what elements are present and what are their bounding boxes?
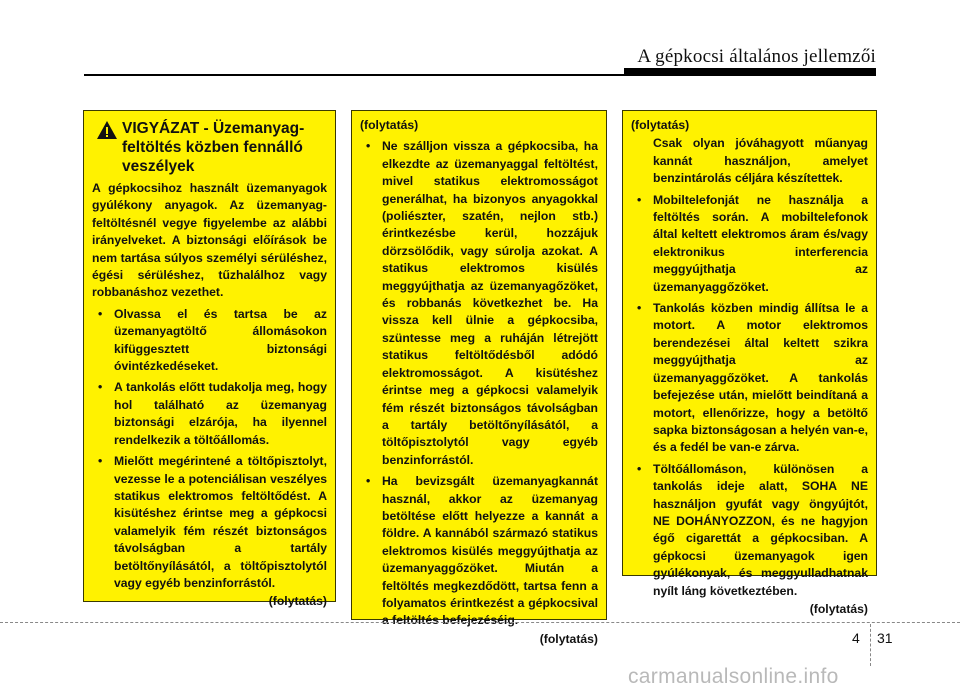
footer-dashed-rule (0, 622, 960, 623)
list-item: • Töltőállomáson, különösen a tankolás ideje alatt, SOHA NE használjon gyufát vagy öngyújtót, NE DOHÁNYOZZON, és ne hagyjon égő cigarettát a gépkocsiban. A gépkocsi üzemanyagok igen gyúlékonyak, és meggyulladhatnak nyílt láng következtében. (631, 461, 868, 600)
warning-box-1 (83, 110, 336, 609)
warning-box-2 (351, 110, 607, 646)
continued-label: (folytatás) (268, 594, 327, 609)
lead-paragraph: Csak olyan jóváhagyott műanyag kannát használjon, amelyet benzintárolás céljára készítettek. (653, 136, 868, 186)
list-item: • Olvassa el és tartsa be az üzemanyagtöltő állomásokon kifüggesztett biztonsági óvintézkedéseket. (92, 306, 327, 376)
header-rule-accent (624, 68, 876, 75)
continued-label: (folytatás) (539, 631, 598, 646)
continued-top-label: (folytatás) (360, 118, 419, 132)
warning-subtitle: - Üzemanyag-feltöltés közben fennálló veszélyek (122, 120, 305, 175)
list-item: • A tankolás előtt tudakolja meg, hogy hol található az üzemanyag biztonsági elzárója, ha ilyennel rendelkezik a töltőállomás. (92, 379, 327, 449)
continued-label: (folytatás) (809, 601, 868, 616)
warning-label: VIGYÁZAT (122, 120, 200, 137)
list-item: • Ne szálljon vissza a gépkocsiba, ha elkezdte az üzemanyaggal feltöltést, mivel statikus elektromosságot generálhat, ha bizonyos anyagokkal (poliészter, szatén, nejlon stb.) érintkezésbe kerül, hozzájuk dörzsölődik, vagy súrolja azokat. A statikus elektromos kisülés meggyújthatja az üzemanyagőzöket, és robbanás következhet be. Ha vissza kell ülnie a gépkocsiba, szüntesse meg a ruháján létrejött statikus feltöltődésből adódó elektromosságot. A kisütéshez érintse meg a gépkocsi valamelyik fém részét biztonságos távolságban a tartály betöltőnyílásától, a töltőpisztolytól vagy egyéb benzinforrástól. (360, 138, 598, 469)
list-item: • Mielőtt megérintené a töltőpisztolyt, vezesse le a potenciálisan veszélyes statikus elektromos feltöltődést. A kisütéshez érintse meg a gépkocsi valamelyik fém részét biztonságos távolságban a tartály betöltőnyílásától, a töltőpisztolytól vagy egyéb benzinforrástól. (92, 453, 327, 592)
warning-list-2 (360, 138, 598, 629)
warning-box-3 (622, 110, 877, 616)
warning-intro: A gépkocsihoz használt üzemanyagok gyúlékony anyagok. Az üzemanyag-feltöltésnél vegye figyelembe az alábbi irányelveket. A biztonsági előírások be nem tartása súlyos személyi sérüléshez, égési sérüléshez, tűzhalálhoz vagy robbanáshoz vezethet. (92, 181, 327, 300)
continued-top-label: (folytatás) (631, 118, 690, 132)
list-item: • Ha bevizsgált üzemanyagkannát használ, akkor az üzemanyag betöltése előtt helyezze a kannát a földre. A kannából származó statikus elektromos kisülés meggyújthatja az üzemanyaggőzöket. Miután a feltöltés megkezdődött, tartsa fenn a folyamatos érintkezést a gépkocsival a feltöltés befejezéséig. (360, 473, 598, 630)
watermark-text: carmanualsonline.info (628, 665, 839, 688)
warning-list-1 (92, 306, 327, 593)
warning-heading (92, 119, 327, 176)
warning-title (122, 119, 327, 176)
list-item: • Mobiltelefonját ne használja a feltöltés során. A mobiltelefonok által keltett elektromos áram és/vagy elektronikus interferencia meggyújthatja az üzemanyaggőzöket. (631, 192, 868, 296)
warning-triangle-icon (96, 120, 118, 140)
page-number: 31 (877, 630, 893, 646)
chapter-number: 4 (852, 630, 860, 646)
page-header-title: A gépkocsi általános jellemzői (637, 46, 876, 67)
page-number-separator (870, 624, 871, 666)
list-item: • Tankolás közben mindig állítsa le a motort. A motor elektromos berendezései által keltett szikra meggyújthatja az üzemanyaggőzöket. A tankolás befejezése után, mielőtt beindítaná a motort, ellenőrizze, hogy a betöltő sapka biztonságosan a helyén van-e, és a fedél be van-e zárva. (631, 300, 868, 457)
warning-list-3 (631, 192, 868, 600)
